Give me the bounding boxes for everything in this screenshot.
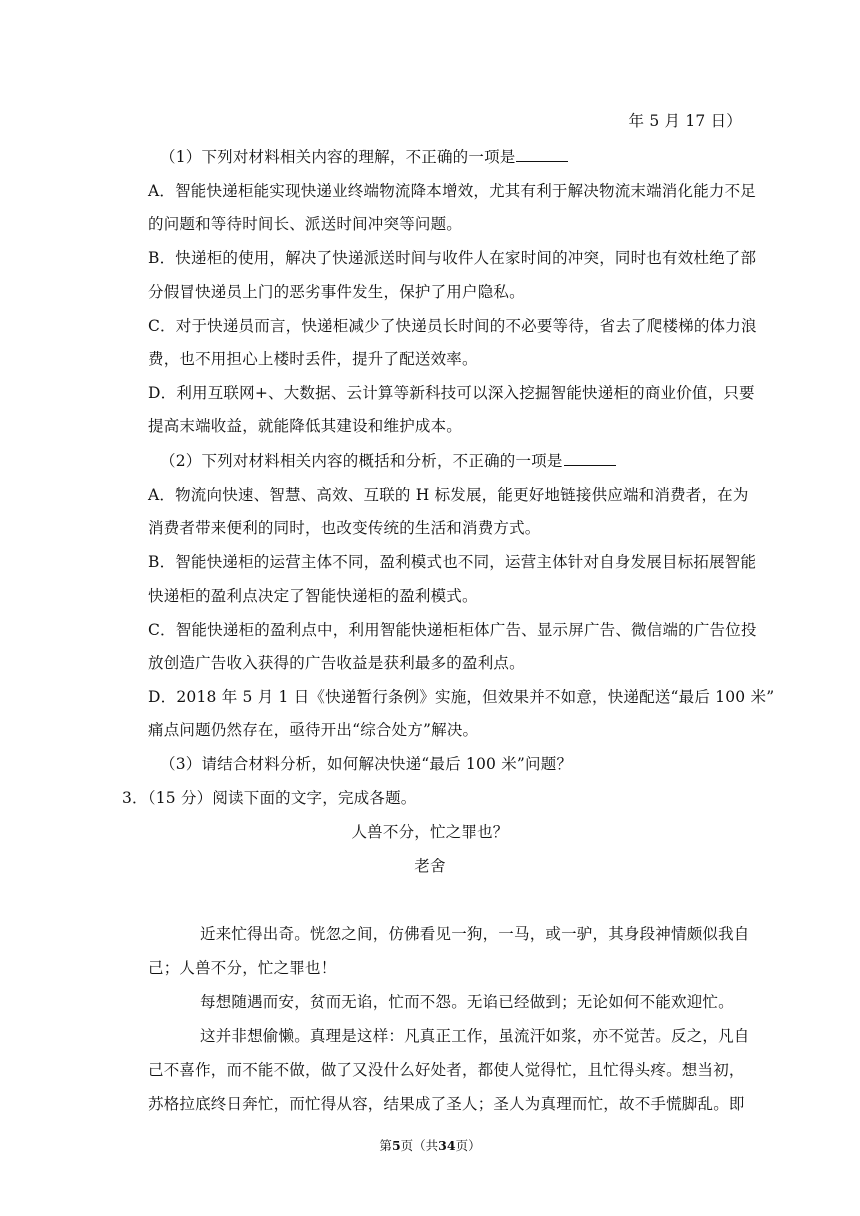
article-paragraph-3-line3: 苏格拉底终日奔忙，而忙得从容，结果成了圣人；圣人为真理而忙，故不手慌脚乱。即 <box>148 1095 745 1113</box>
q1-option-b-line2: 分假冒快递员上门的恶劣事件发生，保护了用户隐私。 <box>148 283 525 301</box>
footer-suffix: 页） <box>455 1138 481 1153</box>
question-2-stem <box>160 450 750 472</box>
footer-page-number: 5 <box>391 1138 401 1153</box>
article-paragraph-1-line1: 近来忙得出奇。恍忽之间，仿佛看见一狗，一马，或一驴，其身段神情颇似我自 <box>200 925 750 943</box>
page-footer <box>0 1138 860 1154</box>
q2-option-c-line2: 放创造广告收入获得的广告收益是获利最多的盈利点。 <box>148 654 525 672</box>
previous-source-tail: 年 5 月 17 日） <box>628 112 742 130</box>
q2-option-c-line1: C．智能快递柜的盈利点中，利用智能快递柜柜体广告、显示屏广告、微信端的广告位投 <box>148 621 757 639</box>
answer-blank <box>516 146 568 162</box>
article-title: 人兽不分，忙之罪也？ <box>351 823 509 841</box>
footer-prefix: 第 <box>379 1138 392 1153</box>
question-2-stem-text: （2）下列对材料相关内容的概括和分析，不正确的一项是 <box>160 452 563 470</box>
q1-option-c-line2: 费，也不用担心上楼时丢件，提升了配送效率。 <box>148 350 478 368</box>
footer-mid: 页（共 <box>400 1138 439 1153</box>
section-3-header: 3．（15 分）阅读下面的文字，完成各题。 <box>122 789 417 807</box>
article-paragraph-2: 每想随遇而安，贫而无谄，忙而不怨。无谄已经做到；无论如何不能欢迎忙。 <box>200 993 734 1011</box>
q2-option-b-line2: 快递柜的盈利点决定了智能快递柜的盈利模式。 <box>148 587 478 605</box>
q2-option-a-line1: A．物流向快速、智慧、高效、互联的 H 标发展，能更好地链接供应端和消费者，在为 <box>148 486 749 504</box>
q1-option-d-line1: D．利用互联网+、大数据、云计算等新科技可以深入挖掘智能快递柜的商业价值，只要 <box>148 384 755 402</box>
article-paragraph-1-line2: 己；人兽不分，忙之罪也！ <box>148 959 337 977</box>
article-paragraph-3-line1: 这并非想偷懒。真理是这样：凡真正工作，虽流汗如浆，亦不觉苦。反之，凡自 <box>200 1027 750 1045</box>
q1-option-a-line2: 的问题和等待时间长、派送时间冲突等问题。 <box>148 215 463 233</box>
q1-option-a-line1: A．智能快递柜能实现快递业终端物流降本增效，尤其有利于解决物流末端消化能力不足 <box>148 182 756 200</box>
question-3-stem: （3）请结合材料分析，如何解决快递“最后 100 米”问题？ <box>160 755 573 773</box>
answer-blank <box>564 450 616 466</box>
q2-option-d-line1: D．2018 年 5 月 1 日《快递暂行条例》实施，但效果并不如意，快递配送“最后 100 米” <box>148 688 775 706</box>
q1-option-b-line1: B．快递柜的使用，解决了快递派送时间与收件人在家时间的冲突，同时也有效杜绝了部 <box>148 249 757 267</box>
question-1-stem <box>160 146 750 168</box>
q2-option-b-line1: B．智能快递柜的运营主体不同，盈利模式也不同，运营主体针对自身发展目标拓展智能 <box>148 553 757 571</box>
q2-option-a-line2: 消费者带来便利的同时，也改变传统的生活和消费方式。 <box>148 519 541 537</box>
article-author: 老舍 <box>414 857 446 875</box>
q1-option-c-line1: C．对于快递员而言，快递柜减少了快递员长时间的不必要等待，省去了爬楼梯的体力浪 <box>148 317 757 335</box>
article-paragraph-3-line2: 己不喜作，而不能不做，做了又没什么好处者，都使人觉得忙，且忙得头疼。想当初， <box>148 1061 745 1079</box>
footer-total-pages: 34 <box>438 1138 456 1153</box>
q1-option-d-line2: 提高末端收益，就能降低其建设和维护成本。 <box>148 417 463 435</box>
question-1-stem-text: （1）下列对材料相关内容的理解，不正确的一项是 <box>160 148 516 166</box>
q2-option-d-line2: 痛点问题仍然存在，亟待开出“综合处方”解决。 <box>148 721 479 739</box>
